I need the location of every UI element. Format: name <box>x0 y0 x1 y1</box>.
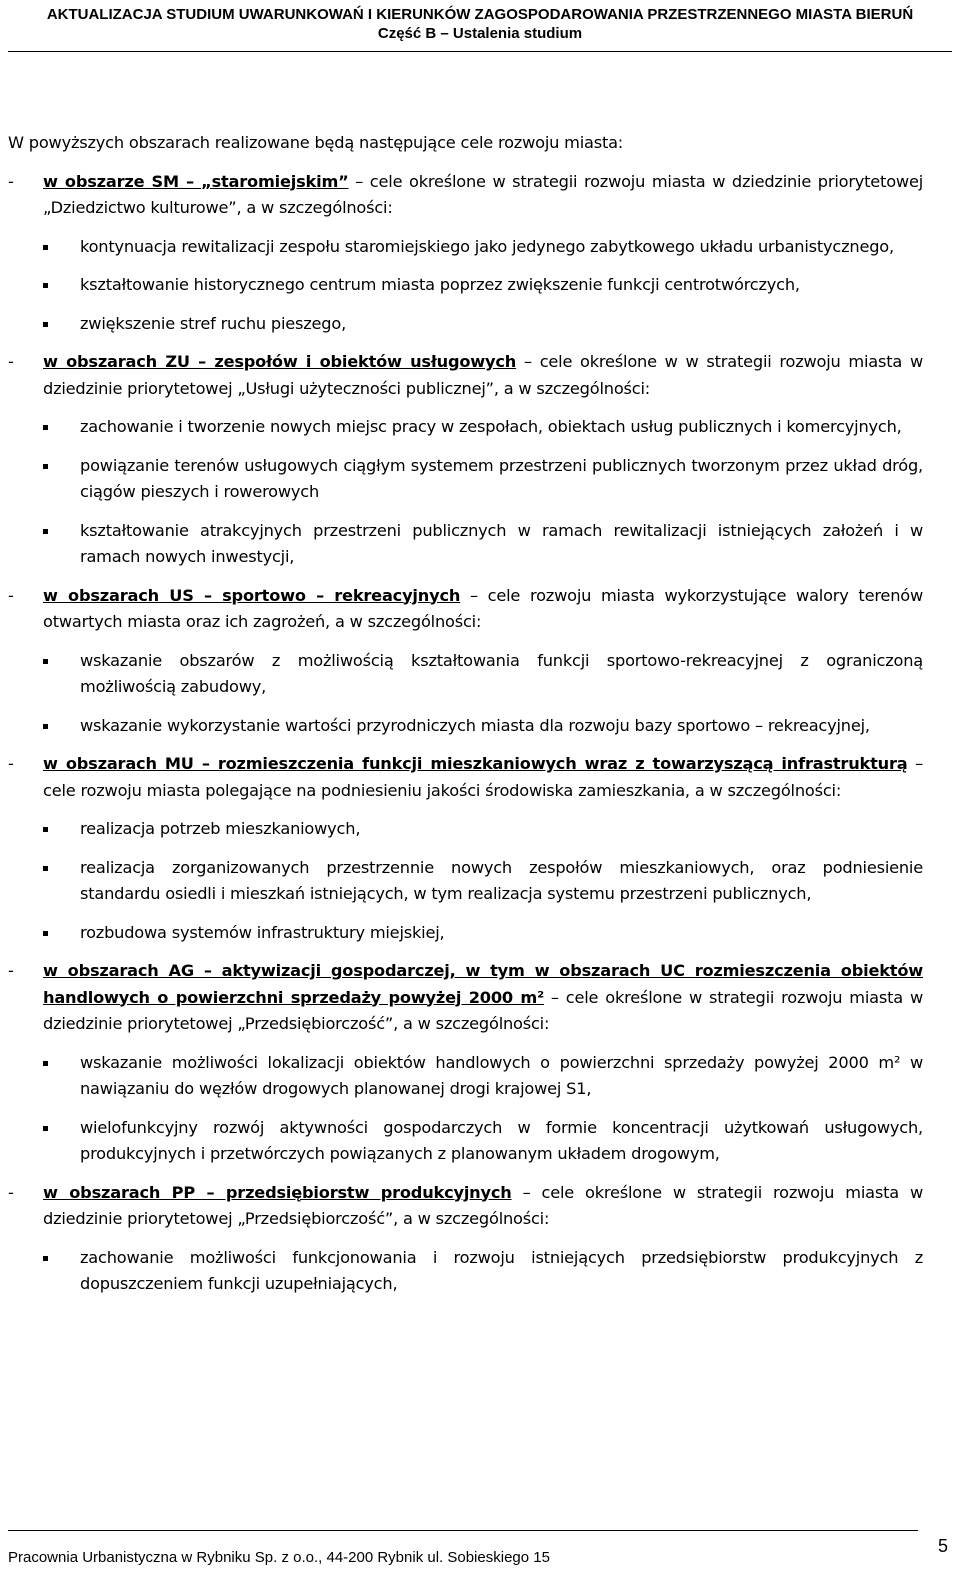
header-subtitle: Część B – Ustalenia studium <box>377 25 583 42</box>
list-item-text: wielofunkcyjny rozwój aktywności gospodarczych w formie koncentracji użytkowań usługowych, produkcyjnych i przetwórczych powiązanych z planowanym układem drogowym, <box>80 1117 923 1163</box>
list-item <box>43 311 923 338</box>
list-item-text: wskazanie możliwości lokalizacji obiektów handlowych o powierzchni sprzedaży powyżej 2000 m² w nawiązaniu do węzłów drogowych planowanej drogi krajowej S1, <box>80 1052 923 1098</box>
list-item-text: wskazanie wykorzystanie wartości przyrodniczych miasta dla rozwoju bazy sportowo – rekreacyjnej, <box>80 715 870 735</box>
bullet-square-icon <box>43 1061 48 1066</box>
list-item-text: rozbudowa systemów infrastruktury miejskiej, <box>80 922 445 942</box>
list-item <box>43 453 923 506</box>
bullet-list <box>43 816 923 946</box>
section <box>8 958 923 1168</box>
list-item <box>43 855 923 908</box>
section-dash: - <box>8 1182 14 1202</box>
section-title: w obszarach US – sportowo – rekreacyjnych <box>43 585 461 605</box>
bullet-square-icon <box>43 322 48 327</box>
list-item <box>43 234 923 261</box>
list-item-text: kontynuacja rewitalizacji zespołu staromiejskiego jako jedynego zabytkowego układu urbanistycznego, <box>80 236 894 256</box>
list-item <box>43 816 923 843</box>
bullet-square-icon <box>43 425 48 430</box>
section-title: w obszarach PP – przedsiębiorstw produkcyjnych <box>43 1182 512 1202</box>
bullet-square-icon <box>43 659 48 664</box>
bullet-square-icon <box>43 827 48 832</box>
bullet-square-icon <box>43 866 48 871</box>
section-dash: - <box>8 754 14 773</box>
section <box>8 349 923 571</box>
section-dash: - <box>8 352 14 371</box>
bullet-square-icon <box>43 464 48 469</box>
list-item <box>43 518 923 571</box>
list-item <box>43 713 923 740</box>
bullet-square-icon <box>43 724 48 729</box>
document-body <box>8 130 923 1310</box>
section-text: – cele określone w w strategii rozwoju miasta w dziedzinie priorytetowej „Usługi użyteczności publicznej”, a w szczególności: <box>43 352 923 398</box>
list-item-text: wskazanie obszarów z możliwością kształtowania funkcji sportowo-rekreacyjnej z ograniczoną możliwością zabudowy, <box>80 650 923 696</box>
footer-text: Pracownia Urbanistyczna w Rybniku Sp. z o.o., 44-200 Rybnik ul. Sobieskiego 15 <box>8 1549 550 1566</box>
sections-list <box>8 169 923 1298</box>
section-text: – cele określone w strategii rozwoju miasta w dziedzinie priorytetowej „Przedsiębiorczość”, a w szczególności: <box>43 1182 924 1228</box>
bullet-list <box>43 234 923 338</box>
section-title: w obszarach AG – aktywizacji gospodarczej, w tym w obszarach UC rozmieszczenia obiektów handlowych o powierzchni sprzedaży powyżej 2000 m² <box>43 961 923 1007</box>
list-item <box>43 648 923 701</box>
section-dash: - <box>8 171 14 191</box>
footer-divider <box>8 1530 918 1531</box>
section-title: w obszarze SM – „staromiejskim” <box>43 171 349 191</box>
bullet-list <box>43 414 923 571</box>
section-lead <box>43 1180 923 1233</box>
bullet-list <box>43 648 923 740</box>
section-text: – cele określone w strategii rozwoju miasta w dziedzinie priorytetowej „Dziedzictwo kulturowe”, a w szczególności: <box>43 171 924 217</box>
section-dash: - <box>8 585 14 605</box>
header-divider <box>8 51 952 52</box>
list-item-text: kształtowanie atrakcyjnych przestrzeni publicznych w ramach rewitalizacji istniejących założeń i w ramach nowych inwestycji, <box>80 520 923 566</box>
bullet-square-icon <box>43 283 48 288</box>
list-item-text: realizacja potrzeb mieszkaniowych, <box>80 819 361 838</box>
bullet-square-icon <box>43 931 48 936</box>
section-title: w obszarach MU – rozmieszczenia funkcji mieszkaniowych wraz z towarzyszącą infrastrukturą <box>43 754 908 773</box>
section <box>8 751 923 946</box>
section <box>8 583 923 740</box>
section-lead <box>43 583 923 636</box>
list-item-text: zachowanie i tworzenie nowych miejsc pracy w zespołach, obiektach usług publicznych i komercyjnych, <box>80 417 902 436</box>
section-text: – cele rozwoju miasta wykorzystujące walory terenów otwartych miasta oraz ich zagrożeń, a w szczególności: <box>43 585 923 631</box>
list-item-text: kształtowanie historycznego centrum miasta poprzez zwiększenie funkcji centrotwórczych, <box>80 275 800 294</box>
page-header <box>0 0 960 43</box>
intro-paragraph: W powyższych obszarach realizowane będą następujące cele rozwoju miasta: <box>8 133 624 152</box>
section-title: w obszarach ZU – zespołów i obiektów usługowych <box>43 352 517 371</box>
list-item <box>43 1115 923 1168</box>
page-number: 5 <box>937 1536 948 1556</box>
list-item-text: realizacja zorganizowanych przestrzennie nowych zespołów mieszkaniowych, oraz podniesienie standardu osiedli i mieszkań istniejących, w tym realizacja systemu przestrzeni publicznych, <box>80 857 923 903</box>
section-lead <box>43 958 923 1038</box>
list-item <box>43 1245 923 1298</box>
list-item <box>43 920 923 947</box>
bullet-square-icon <box>43 245 48 250</box>
list-item-text: zachowanie możliwości funkcjonowania i rozwoju istniejących przedsiębiorstw produkcyjnych z dopuszczeniem funkcji uzupełniających, <box>80 1247 923 1293</box>
section-lead <box>43 751 923 804</box>
header-title: AKTUALIZACJA STUDIUM UWARUNKOWAŃ I KIERUNKÓW ZAGOSPODAROWANIA PRZESTRZENNEGO MIASTA BIERUŃ <box>46 6 914 23</box>
section-lead <box>43 169 923 222</box>
bullet-square-icon <box>43 1126 48 1131</box>
bullet-square-icon <box>43 1256 48 1261</box>
section-text: – cele rozwoju miasta polegające na podniesieniu jakości środowiska zamieszkania, a w szczególności: <box>43 754 923 800</box>
section-lead <box>43 349 923 402</box>
bullet-list <box>43 1245 923 1298</box>
section-text: – cele określone w strategii rozwoju miasta w dziedzinie priorytetowej „Przedsiębiorczość”, a w szczególności: <box>43 987 923 1033</box>
list-item <box>43 1050 923 1103</box>
section-dash: - <box>8 961 14 980</box>
section <box>8 169 923 338</box>
section <box>8 1180 923 1298</box>
list-item <box>43 414 923 441</box>
list-item-text: zwiększenie stref ruchu pieszego, <box>80 313 347 333</box>
list-item-text: powiązanie terenów usługowych ciągłym systemem przestrzeni publicznych tworzonym przez układ dróg, ciągów pieszych i rowerowych <box>80 455 923 501</box>
bullet-square-icon <box>43 529 48 534</box>
bullet-list <box>43 1050 923 1168</box>
list-item <box>43 272 923 299</box>
